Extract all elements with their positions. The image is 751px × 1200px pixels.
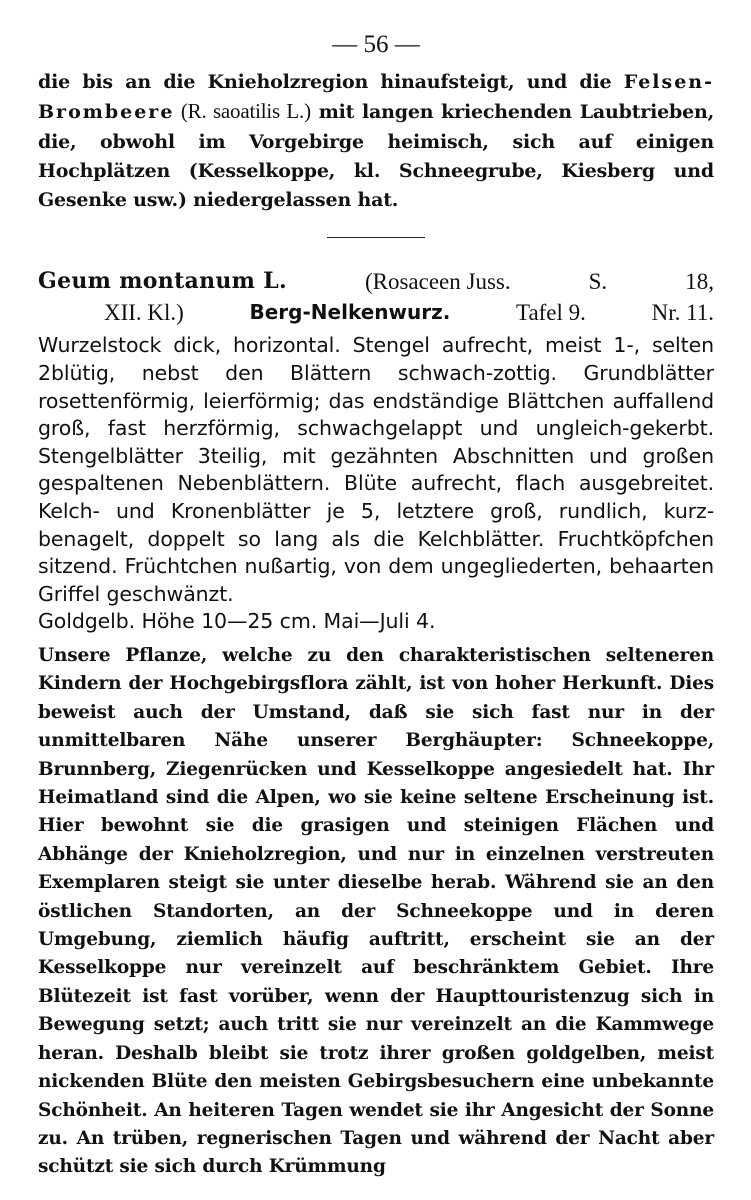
species-german-name: Berg-Nelkenwurz. xyxy=(249,300,451,325)
intro-text-part3: mit langen kriechenden Laubtrieben, die, obwohl im Vorgebirge heimisch, sich auf einigen Hochplätzen (Kesselkoppe, kl. Schneegrube, Kiesberg und Gesenke usw.) niedergelassen hat. xyxy=(38,101,714,212)
species-plate-number: Nr. 11. xyxy=(651,300,714,326)
species-description xyxy=(38,332,714,636)
species-plate: Tafel 9. xyxy=(516,300,586,326)
species-heading xyxy=(38,266,714,328)
species-latin-name: Geum montanum L. xyxy=(38,268,287,295)
latin-synonym: (R. saoatilis L.) xyxy=(174,99,311,124)
page-number: — 56 — xyxy=(332,31,420,58)
species-ref-s: S. xyxy=(588,269,608,295)
intro-paragraph xyxy=(38,68,714,215)
species-ref-num: 18, xyxy=(685,269,714,295)
section-divider xyxy=(327,237,425,238)
book-page xyxy=(38,28,714,1182)
description-last-line: Goldgelb. Höhe 10—25 cm. Mai—Juli 4. xyxy=(38,609,436,634)
felsen-brombeere-term: Felsen-Brombeere xyxy=(38,71,714,124)
species-class: XII. Kl.) xyxy=(104,300,184,326)
species-family: (Rosaceen Juss. xyxy=(364,269,511,295)
body-paragraph: Unsere Pflanze, welche zu den charakteristischen selteneren Kindern der Hochgebirgsflora zählt, ist von hoher Herkunft. Dies beweist auch der Umstand, daß sie sich fast nur in der unmittelbaren Nähe unserer Berghäupter: Schneekoppe, Brunnberg, Ziegenrücken und Kesselkoppe angesiedelt hat. Ihr Heimatland sind die Alpen, wo sie keine seltene Erscheinung ist. Hier bewohnt sie die grasigen und steinigen Flächen und Abhänge der Knieholzregion, und nur in einzelnen verstreuten Exemplaren steigt sie unter dieselbe herab. Während sie an den östlichen Standorten, an der Schneekoppe und in deren Umgebung, ziemlich häufig auftritt, erscheint sie an der Kesselkoppe nur vereinzelt auf beschränktem Gebiet. Ihre Blütezeit ist fast vorüber, wenn der Haupttouristenzug sich in Bewegung setzt; auch tritt sie nur vereinzelt an die Kammwege heran. Deshalb bleibt sie trotz ihrer großen goldgelben, meist nickenden Blüte den meisten Gebirgsbesuchern eine unbekannte Schönheit. An heiteren Tagen wendet sie ihr Angesicht der Sonne zu. An trüben, regnerischen Tagen und während der Nacht aber schützt sie sich durch Krümmung xyxy=(38,645,714,1178)
description-text: Wurzelstock dick, horizontal. Stengel aufrecht, meist 1-, selten 2blütig, nebst den Blättern schwach-zottig. Grundblätter rosettenförmig, leierförmig; das endständige Blättchen auffallend groß, fast herzförmig, schwachgelappt und ungleich-gekerbt. Stengelblätter 3teilig, mit gezähnten Abschnitten und großen gespaltenen Nebenblättern. Blüte aufrecht, flach ausgebreitet. Kelch- und Kronenblätter je 5, letztere groß, rundlich, kurz-benagelt, doppelt so lang als die Kelchblätter. Fruchtköpfchen sitzend. Früchtchen nußartig, von dem ungegliederten, behaarten Griffel geschwänzt. xyxy=(38,333,714,606)
intro-text-part1: die bis an die Knieholzregion hinaufsteigt, und die xyxy=(38,71,624,93)
